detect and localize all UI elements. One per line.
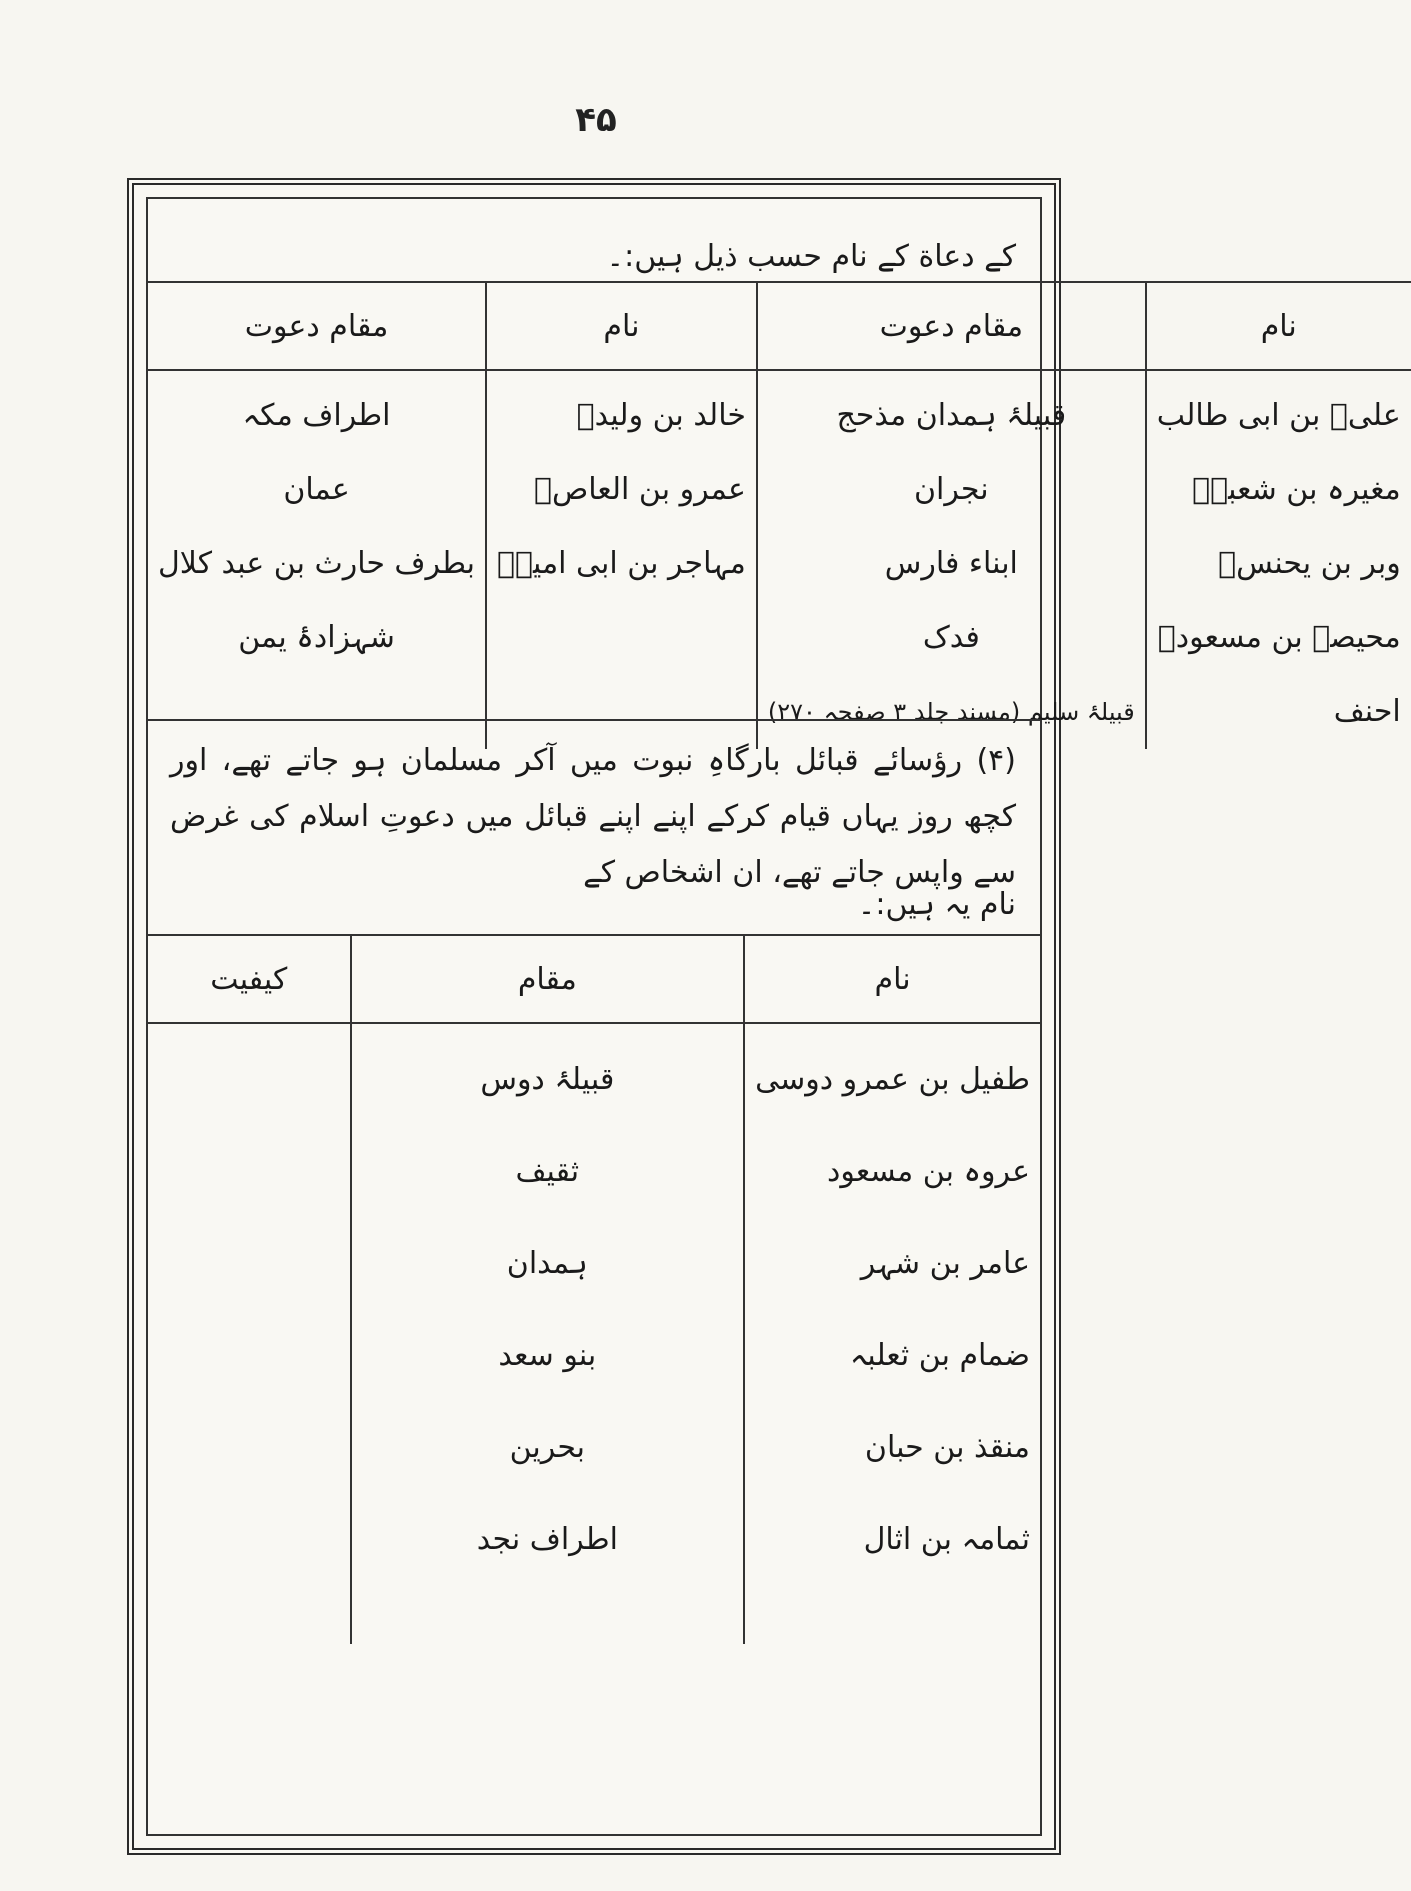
table-row — [148, 370, 1411, 749]
table-row — [148, 1023, 1040, 1644]
table-header-row — [148, 282, 1411, 370]
list-item: وبر بن یحنسؓ — [1218, 546, 1401, 581]
list-item: بطرف حارث بن عبد کلال — [158, 546, 476, 581]
list-item: عامر بن شہر — [860, 1246, 1030, 1281]
list-item: شہزادۂ یمن — [238, 620, 395, 655]
list-item: نجران — [914, 472, 989, 507]
column-header-place: مقام دعوت — [757, 282, 1146, 370]
list-item: عروہ بن مسعود — [827, 1154, 1030, 1189]
names-column — [744, 1023, 1040, 1644]
list-item: محیصہ بن مسعودؓ — [1157, 620, 1401, 655]
tribal-chiefs-table — [148, 934, 1040, 1644]
places-column — [148, 370, 486, 749]
list-item: اطراف نجد — [476, 1522, 618, 1557]
list-item: طفیل بن عمرو دوسی — [755, 1062, 1030, 1097]
list-item: منقذ بن حبان — [864, 1430, 1030, 1465]
section-divider — [148, 719, 1040, 721]
list-item: قبیلۂ ہمدان مذحج — [836, 398, 1067, 433]
column-header-place: مقام — [351, 935, 745, 1023]
content-frame — [146, 197, 1401, 1836]
body-paragraph: (۴) رؤسائے قبائل بارگاہِ نبوت میں آکر مسلمان ہو جاتے تھے، اور کچھ روز یہاں قیام کرکے اپنے اپنے قبائل میں دعوتِ اسلام کی غرض سے واپس جاتے تھے، ان اشخاص کے — [170, 743, 1016, 890]
list-item: ابناء فارس — [884, 546, 1018, 581]
column-header-name: نام — [1146, 282, 1411, 370]
list-item: بنو سعد — [498, 1338, 597, 1373]
list-item: ثمامہ بن اثال — [863, 1522, 1030, 1557]
list-item: خالد بن ولیدؓ — [576, 398, 746, 433]
list-item: فدک — [922, 620, 980, 655]
list-item: ثقیف — [515, 1154, 580, 1189]
page-border — [127, 178, 1401, 1855]
places-column — [351, 1023, 745, 1644]
list-item: مہاجر بن ابی امیہؓ — [497, 546, 746, 581]
column-header-name: نام — [744, 935, 1040, 1023]
list-item: ہمدان — [506, 1246, 588, 1281]
list-item: قبیلۂ سلیم (مسند جلد ۳ صفحہ ۲۷۰) — [767, 698, 1135, 726]
list-item: علیؓ بن ابی طالب — [1156, 398, 1401, 433]
list-item: اطراف مکہ — [242, 398, 391, 433]
table-header-row — [148, 935, 1040, 1023]
list-item: ضمام بن ثعلبہ — [849, 1338, 1030, 1373]
preachers-table — [148, 281, 1411, 749]
intro-line: کے دعاة کے نام حسب ذیل ہیں:۔ — [606, 239, 1016, 274]
names-column — [486, 370, 757, 749]
page-number: ۴۵ — [575, 100, 617, 140]
names-column — [1146, 370, 1411, 749]
remarks-column — [148, 1023, 351, 1644]
list-item: احنف — [1333, 694, 1401, 729]
list-item: عمان — [283, 472, 350, 507]
paragraph-end: نام یہ ہیں:۔ — [857, 887, 1016, 922]
places-column — [757, 370, 1146, 749]
list-item: بحرین — [509, 1430, 586, 1465]
list-item: مغیرہ بن شعبہؓ — [1192, 472, 1401, 507]
list-item: قبیلۂ دوس — [480, 1062, 615, 1097]
column-header-place: مقام دعوت — [148, 282, 486, 370]
list-item: عمرو بن العاصؓ — [533, 472, 746, 507]
column-header-name: نام — [486, 282, 757, 370]
column-header-remarks: کیفیت — [148, 935, 351, 1023]
